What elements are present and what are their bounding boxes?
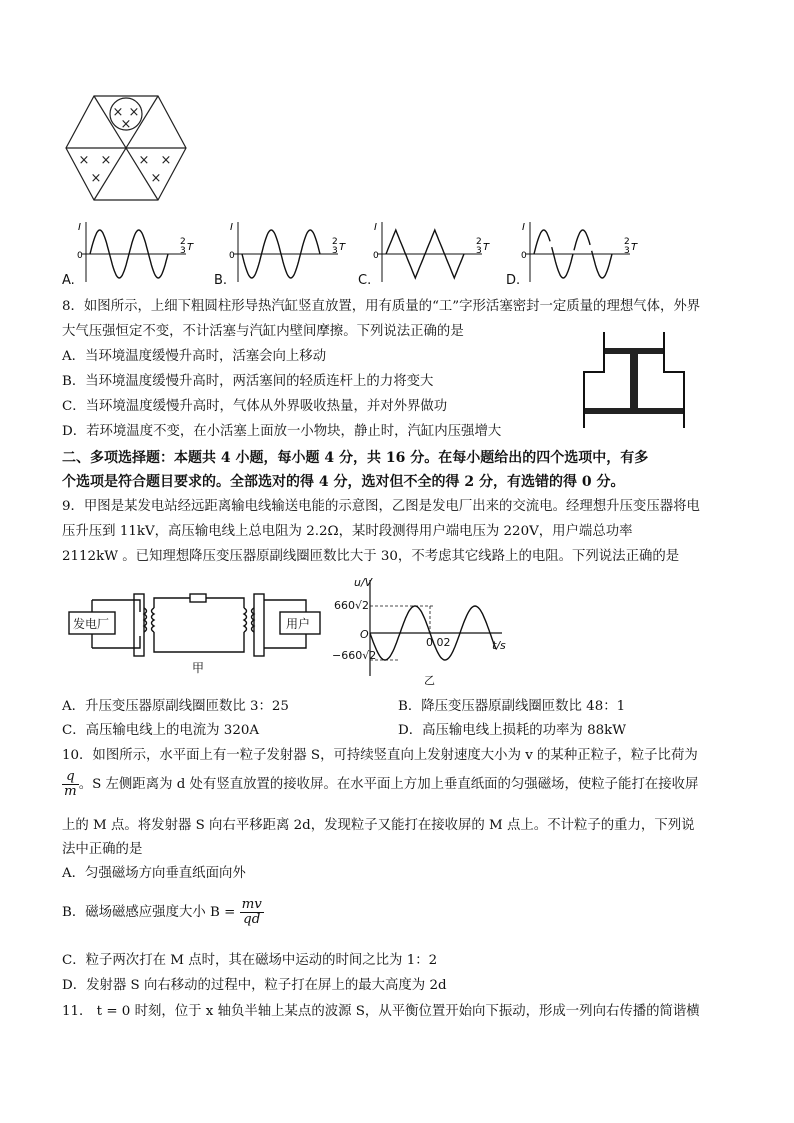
b-fraction bbox=[240, 898, 264, 927]
q8-option-d: D．若环境温度不变，在小活塞上面放一小物块，静止时，汽缸内压强增大 bbox=[62, 424, 502, 439]
i-label: I bbox=[230, 222, 233, 233]
ac-voltage-graph bbox=[332, 576, 522, 688]
option-a-label: A. bbox=[62, 273, 75, 288]
q8-option-a: A．当环境温度缓慢升高时，活塞会向上移动 bbox=[62, 349, 327, 364]
q7-option-graphs bbox=[62, 218, 742, 288]
t-frac-den: 3 bbox=[624, 246, 630, 256]
q10-option-d: D．发射器 S 向右移动的过程中，粒子打在屏上的最大高度为 2d bbox=[62, 978, 447, 993]
b-frac-den: qd bbox=[243, 912, 261, 927]
option-graph-a bbox=[77, 222, 194, 282]
q10-stem-1: 10．如图所示，水平面上有一粒子发射器 S，可持续竖直向上发射速度大小为 v 的某种正粒子，粒子比荷为 bbox=[62, 748, 698, 763]
q9-stem-3: 2112kW 。已知理想降压变压器原副线圈匝数比大于 30，不考虑其它线路上的电阻。下列说法正确的是 bbox=[62, 549, 680, 564]
y-min-label: −660√2 bbox=[332, 649, 377, 662]
t-frac-den: 3 bbox=[476, 246, 482, 256]
t-label: T bbox=[631, 242, 638, 253]
section-2-heading-1: 二、多项选择题：本题共 4 小题，每小题 4 分，共 16 分。在每小题给出的四个选项中，有多 bbox=[62, 450, 649, 466]
x-tick-label: 0.02 bbox=[426, 636, 451, 649]
i-label: I bbox=[522, 222, 525, 233]
t-frac-den: 3 bbox=[180, 246, 186, 256]
t-label: T bbox=[339, 242, 346, 253]
t-label: T bbox=[187, 242, 194, 253]
cross-mark: × bbox=[120, 117, 132, 132]
b-frac-num: mv bbox=[241, 897, 262, 912]
power-plant-label: 发电厂 bbox=[73, 617, 110, 631]
option-d-label: D. bbox=[506, 273, 521, 288]
o-label: 0 bbox=[77, 251, 83, 261]
y-max-label: 660√2 bbox=[334, 599, 370, 612]
option-graph-c bbox=[373, 222, 490, 282]
x-axis-label: t/s bbox=[492, 639, 506, 652]
line-resistor bbox=[190, 594, 206, 602]
fig-jia-caption: 甲 bbox=[192, 661, 205, 675]
large-piston bbox=[585, 408, 683, 414]
charge-mass-ratio bbox=[62, 770, 79, 799]
cross-mark: × bbox=[100, 153, 112, 168]
frac-num: q bbox=[62, 770, 79, 785]
q10-option-a: A．匀强磁场方向垂直纸面向外 bbox=[62, 866, 246, 881]
cross-mark: × bbox=[78, 153, 90, 168]
i-label: I bbox=[374, 222, 377, 233]
q9-stem-1: 9．甲图是某发电站经远距离输电线输送电能的示意图，乙图是发电厂出来的交流电。经理想升压变压器将电 bbox=[62, 499, 700, 514]
q10-stem-2-row bbox=[62, 770, 698, 799]
cross-mark: × bbox=[138, 153, 150, 168]
y-axis-label: u/V bbox=[354, 576, 373, 589]
q11-stem-1: 11． t = 0 时刻，位于 x 轴负半轴上某点的波源 S，从平衡位置开始向下振动，形成一列向右传播的简谐横 bbox=[62, 1004, 700, 1019]
cross-mark: × bbox=[90, 171, 102, 186]
cross-mark: × bbox=[160, 153, 172, 168]
t-frac-num: 2 bbox=[476, 237, 482, 247]
t-label: T bbox=[483, 242, 490, 253]
option-c-label: C. bbox=[358, 273, 372, 288]
user-label: 用户 bbox=[286, 617, 311, 631]
cross-mark: × bbox=[112, 105, 124, 120]
q9-option-a: A．升压变压器原副线圈匝数比 3：25 bbox=[62, 699, 289, 714]
i-label: I bbox=[78, 222, 81, 233]
t-frac-den: 3 bbox=[332, 246, 338, 256]
small-piston bbox=[605, 348, 663, 354]
o-label: 0 bbox=[229, 251, 235, 261]
q10-option-c: C．粒子两次打在 M 点时，其在磁场中运动的时间之比为 1：2 bbox=[62, 953, 438, 968]
q10-option-b-row bbox=[62, 898, 264, 927]
q9-stem-2: 压升压到 11kV，高压输电线上总电阻为 2.2Ω，某时段测得用户端电压为 220V，用户端总功率 bbox=[62, 524, 633, 539]
q9-option-b: B．降压变压器原副线圈匝数比 48：1 bbox=[398, 699, 626, 714]
origin-label: O bbox=[360, 628, 369, 641]
section-2-heading-2: 个选项是符合题目要求的。全部选对的得 4 分，选对但不全的得 2 分，有选错的得 0 分。 bbox=[62, 474, 625, 490]
fig-yi-caption: 乙 bbox=[424, 674, 435, 687]
q10-stem-2: 。S 左侧距离为 d 处有竖直放置的接收屏。在水平面上方加上垂直纸面的匀强磁场，使粒子能打在接收屏 bbox=[78, 777, 699, 792]
option-b-label: B. bbox=[214, 273, 228, 288]
hexagon-figure bbox=[62, 92, 190, 204]
connecting-rod bbox=[630, 354, 638, 410]
q8-option-c: C．当环境温度缓慢升高时，气体从外界吸收热量，并对外界做功 bbox=[62, 399, 448, 414]
o-label: 0 bbox=[373, 251, 379, 261]
o-label: 0 bbox=[521, 251, 527, 261]
q8-stem-2: 大气压强恒定不变，不计活塞与汽缸内壁间摩擦。下列说法正确的是 bbox=[62, 324, 464, 339]
q8-option-b: B．当环境温度缓慢升高时，两活塞间的轻质连杆上的力将变大 bbox=[62, 374, 434, 389]
q10-stem-3: 上的 M 点。将发射器 S 向右平移距离 2d，发现粒子又能打在接收屏的 M 点上。不计粒子的重力，下列说 bbox=[62, 818, 695, 833]
option-graph-b bbox=[229, 222, 346, 282]
t-frac-num: 2 bbox=[624, 237, 630, 247]
cross-mark: × bbox=[150, 171, 162, 186]
q9-option-d: D．高压输电线上损耗的功率为 88kW bbox=[398, 723, 626, 738]
transmission-diagram bbox=[66, 588, 326, 678]
t-frac-num: 2 bbox=[180, 237, 186, 247]
frac-den: m bbox=[64, 784, 77, 799]
q9-option-c: C．高压输电线上的电流为 320A bbox=[62, 723, 260, 738]
option-graph-d bbox=[521, 222, 638, 282]
cylinder-piston-figure bbox=[580, 330, 690, 430]
q10-option-b: B．磁场磁感应强度大小 B = bbox=[62, 905, 236, 920]
cross-mark: × bbox=[128, 105, 140, 120]
t-frac-num: 2 bbox=[332, 237, 338, 247]
q8-stem-1: 8．如图所示，上细下粗圆柱形导热汽缸竖直放置，用有质量的“工”字形活塞密封一定质量的理想气体，外界 bbox=[62, 299, 701, 314]
q10-stem-4: 法中正确的是 bbox=[62, 842, 143, 857]
